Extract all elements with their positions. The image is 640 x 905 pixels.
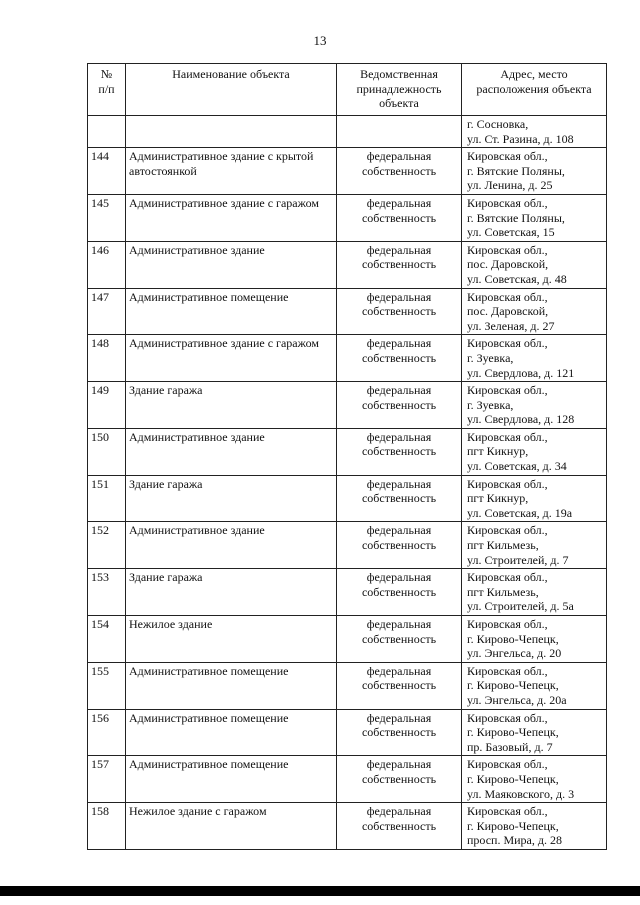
address-line: Кировская обл., — [467, 570, 548, 585]
row-number-cell: 151 — [88, 475, 126, 522]
table-row — [88, 756, 607, 803]
ownership-cell — [337, 522, 462, 569]
row-number-cell: 156 — [88, 709, 126, 756]
address-line: г. Зуевка, — [467, 350, 514, 365]
header-address: Адрес, место расположения объекта — [462, 64, 607, 116]
header-ownership: Ведомственная принадлежность объекта — [337, 64, 462, 116]
address-line: Кировская обл., — [467, 523, 548, 538]
row-number-cell: 145 — [88, 194, 126, 241]
address-cell — [462, 148, 607, 195]
ownership-line: собственность — [361, 397, 437, 412]
address-line: г. Кирово-Чепецк, — [467, 818, 559, 833]
ownership-line: собственность — [361, 491, 437, 506]
address-line: ул. Свердлова, д. 121 — [467, 365, 575, 380]
ownership-cell — [337, 194, 462, 241]
address-line: г. Кирово-Чепецк, — [467, 678, 559, 693]
table-row — [88, 241, 607, 288]
ownership-line: собственность — [361, 725, 437, 740]
ownership-line: собственность — [361, 304, 437, 319]
ownership-line: собственность — [361, 771, 437, 786]
ownership-line: собственность — [361, 678, 437, 693]
ownership-line: федеральная — [366, 289, 432, 304]
table-row — [88, 569, 607, 616]
object-name-cell: Административное здание — [126, 241, 337, 288]
ownership-cell — [337, 335, 462, 382]
ownership-line: федеральная — [366, 523, 432, 538]
table-row — [88, 709, 607, 756]
address-line: Кировская обл., — [467, 617, 548, 631]
address-line: ул. Советская, д. 34 — [467, 459, 567, 474]
address-line: пгт Кильмезь, — [467, 584, 539, 599]
ownership-line: федеральная — [366, 710, 432, 725]
address-cell — [462, 288, 607, 335]
ownership-line: федеральная — [366, 336, 432, 351]
header-number: № п/п — [88, 64, 126, 116]
object-name-cell: Нежилое здание с гаражом — [126, 803, 337, 850]
object-name-cell: Здание гаража — [126, 382, 337, 429]
row-number-cell: 144 — [88, 148, 126, 195]
address-line: Кировская обл., — [467, 195, 548, 210]
address-cell — [462, 335, 607, 382]
table-row — [88, 288, 607, 335]
ownership-cell — [337, 241, 462, 288]
continuation-address-cell — [462, 116, 607, 148]
ownership-line: собственность — [361, 538, 437, 553]
address-line: Кировская обл., — [467, 289, 548, 304]
ownership-cell — [337, 756, 462, 803]
object-name-cell: Административное здание с гаражом — [126, 194, 337, 241]
address-line: пр. Базовый, д. 7 — [467, 739, 553, 754]
table-row — [88, 382, 607, 429]
row-number-cell: 152 — [88, 522, 126, 569]
address-line: ул. Советская, д. 48 — [467, 271, 567, 286]
address-line: ул. Советская, д. 19а — [467, 505, 573, 520]
ownership-line: собственность — [361, 818, 437, 833]
address-line: Кировская обл., — [467, 429, 548, 444]
ownership-line: федеральная — [366, 757, 432, 772]
row-number-cell: 154 — [88, 616, 126, 663]
ownership-line: собственность — [361, 350, 437, 365]
table-row — [88, 522, 607, 569]
object-name-cell: Нежилое здание — [126, 616, 337, 663]
object-name-cell: Административное помещение — [126, 709, 337, 756]
table-row — [88, 335, 607, 382]
address-cell — [462, 616, 607, 663]
address-cell — [462, 803, 607, 850]
address-line: г. Зуевка, — [467, 397, 514, 412]
object-name-cell: Административное помещение — [126, 288, 337, 335]
address-line: г. Кирово-Чепецк, — [467, 771, 559, 786]
table-header-row — [88, 64, 607, 116]
row-number-cell: 155 — [88, 662, 126, 709]
address-cell — [462, 428, 607, 475]
ownership-cell — [337, 288, 462, 335]
address-line: ул. Маяковского, д. 3 — [467, 786, 575, 801]
address-line: пгт Кикнур, — [467, 491, 529, 506]
object-name-cell: Административное здание с гаражом — [126, 335, 337, 382]
continuation-num-cell — [88, 116, 126, 148]
address-line: пос. Даровской, — [467, 257, 549, 272]
address-line: просп. Мира, д. 28 — [467, 833, 562, 848]
address-cell — [462, 382, 607, 429]
object-name-cell: Административное помещение — [126, 756, 337, 803]
table-row — [88, 616, 607, 663]
address-cell — [462, 522, 607, 569]
address-line: ул. Советская, 15 — [467, 225, 555, 240]
ownership-line: собственность — [361, 257, 437, 272]
ownership-cell — [337, 382, 462, 429]
address-cell — [462, 756, 607, 803]
row-number-cell: 158 — [88, 803, 126, 850]
address-cell — [462, 475, 607, 522]
ownership-line: федеральная — [366, 383, 432, 398]
ownership-line: федеральная — [366, 195, 432, 210]
address-line: пгт Кильмезь, — [467, 538, 539, 553]
address-line: Кировская обл., — [467, 757, 548, 772]
ownership-cell — [337, 662, 462, 709]
page-number: 13 — [313, 33, 327, 48]
address-line: пос. Даровской, — [467, 304, 549, 319]
address-line: Кировская обл., — [467, 149, 548, 164]
ownership-cell — [337, 803, 462, 850]
address-line: ул. Ленина, д. 25 — [467, 178, 553, 193]
ownership-line: федеральная — [366, 149, 432, 164]
address-line: ул. Зеленая, д. 27 — [467, 318, 555, 333]
ownership-cell — [337, 709, 462, 756]
ownership-line: федеральная — [366, 617, 432, 631]
row-number-cell: 146 — [88, 241, 126, 288]
ownership-line: собственность — [361, 631, 437, 646]
continuation-ownership-cell — [337, 116, 462, 148]
address-line: ул. Энгельса, д. 20 — [467, 646, 562, 661]
address-line: Кировская обл., — [467, 476, 548, 491]
row-number-cell: 153 — [88, 569, 126, 616]
table-row — [88, 194, 607, 241]
object-name-cell: Здание гаража — [126, 475, 337, 522]
address-cell — [462, 241, 607, 288]
ownership-line: федеральная — [366, 429, 432, 444]
object-name-cell: Здание гаража — [126, 569, 337, 616]
header-object-name: Наименование объекта — [126, 64, 337, 116]
ownership-line: федеральная — [366, 242, 432, 257]
address-line: г. Кирово-Чепецк, — [467, 631, 559, 646]
ownership-line: федеральная — [366, 476, 432, 491]
ownership-line: собственность — [361, 163, 437, 178]
address-line: Кировская обл., — [467, 242, 548, 257]
address-line: Кировская обл., — [467, 383, 548, 398]
ownership-cell — [337, 616, 462, 663]
object-name-cell: Административное помещение — [126, 662, 337, 709]
object-name-cell: Административное здание — [126, 522, 337, 569]
bottom-scan-bar — [0, 886, 640, 896]
address-line: Кировская обл., — [467, 710, 548, 725]
address-line: г. Сосновка, — [467, 117, 529, 131]
address-line: ул. Свердлова, д. 128 — [467, 412, 575, 427]
address-line: Кировская обл., — [467, 804, 548, 819]
address-cell — [462, 662, 607, 709]
continuation-name-cell — [126, 116, 337, 148]
continuation-row — [88, 116, 607, 148]
ownership-line: федеральная — [366, 570, 432, 585]
ownership-line: собственность — [361, 210, 437, 225]
address-line: Кировская обл., — [467, 663, 548, 678]
table-row — [88, 148, 607, 195]
address-line: г. Кирово-Чепецк, — [467, 725, 559, 740]
address-line: г. Вятские Поляны, — [467, 163, 565, 178]
table-row — [88, 475, 607, 522]
object-name-cell: Административное здание — [126, 428, 337, 475]
objects-table — [87, 63, 607, 850]
address-cell — [462, 569, 607, 616]
ownership-line: федеральная — [366, 804, 432, 819]
address-line: пгт Кикнур, — [467, 444, 529, 459]
ownership-cell — [337, 569, 462, 616]
ownership-cell — [337, 428, 462, 475]
ownership-line: собственность — [361, 584, 437, 599]
address-line: г. Вятские Поляны, — [467, 210, 565, 225]
address-cell — [462, 709, 607, 756]
row-number-cell: 157 — [88, 756, 126, 803]
ownership-cell — [337, 475, 462, 522]
address-line: ул. Строителей, д. 5а — [467, 599, 574, 614]
address-cell — [462, 194, 607, 241]
address-line: ул. Энгельса, д. 20а — [467, 692, 567, 707]
address-line: ул. Ст. Разина, д. 108 — [467, 131, 574, 146]
row-number-cell: 150 — [88, 428, 126, 475]
ownership-cell — [337, 148, 462, 195]
table-row — [88, 428, 607, 475]
row-number-cell: 149 — [88, 382, 126, 429]
ownership-line: федеральная — [366, 663, 432, 678]
table-row — [88, 662, 607, 709]
row-number-cell: 147 — [88, 288, 126, 335]
address-line: ул. Строителей, д. 7 — [467, 552, 569, 567]
object-name-cell: Административное здание с крытой автостоянкой — [126, 148, 337, 195]
row-number-cell: 148 — [88, 335, 126, 382]
ownership-line: собственность — [361, 444, 437, 459]
table-row — [88, 803, 607, 850]
address-line: Кировская обл., — [467, 336, 548, 351]
